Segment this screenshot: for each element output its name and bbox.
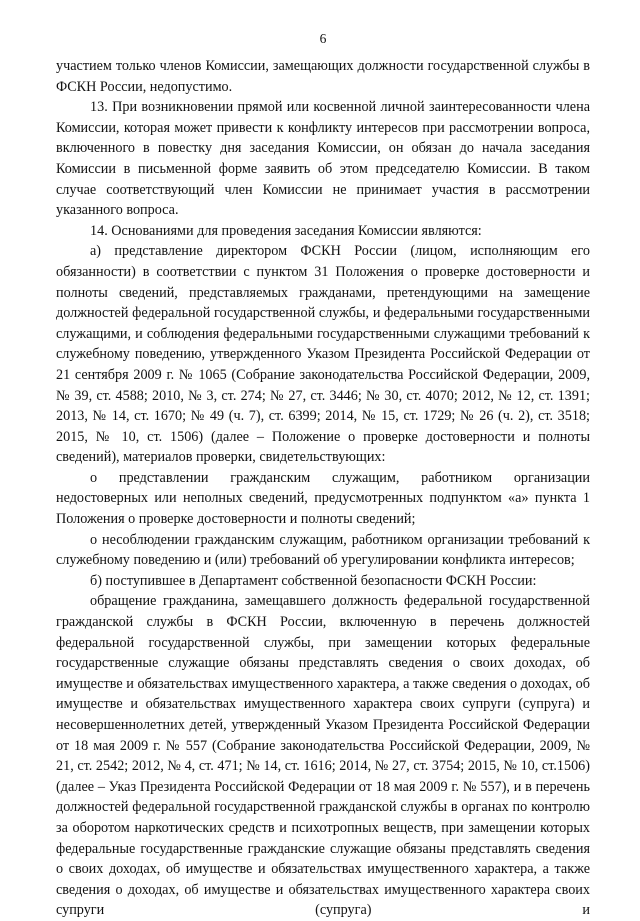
page-number: 6: [319, 31, 327, 46]
paragraph-subitem-b: б) поступившее в Департамент собственной безопасности ФСКН России:: [90, 572, 537, 589]
paragraph-1: участием только членов Комиссии, замещающих должности государственной службы в ФСКН России, недопустимо.: [56, 58, 590, 95]
paragraph-subitem-a-point-1: о представлении гражданским служащим, работником организации недостоверных или неполных сведений, предусмотренных подпунктом «а» пункта 1 Положения о проверке достоверности и полноты сведений;: [56, 469, 590, 528]
paragraph-item-14: 14. Основаниями для проведения заседания Комиссии являются:: [90, 222, 482, 239]
paragraph-subitem-a-point-2: о несоблюдении гражданским служащим, работником организации требований к служебному поведению и (или) требований об урегулировании конфликта интересов;: [56, 531, 590, 569]
paragraph-item-13: 13. При возникновении прямой или косвенной личной заинтересованности члена Комиссии, которая может привести к конфликту интересов при рассмотрении вопроса, включенного в повестку дня заседания Комиссии, он обязан до начала заседания Комиссии в письменной форме заявить об этом председателю Комиссии. В таком случае соответствующий член Комиссии не принимает участия в рассмотрении указанного вопроса.: [56, 99, 590, 219]
paragraph-subitem-b-appeal: обращение гражданина, замещавшего должность федеральной государственной гражданской службы в ФСКН России, включенную в перечень должностей федеральной государственной службы, при замещении которых федеральные государственные служащие обязаны представлять сведения о своих доходах, об имуществе и обязательствах имущественного характера, а также сведения о доходах, об имуществе и обязательствах имущественного характера своих супруги (супруга) и несовершеннолетних детей, утвержденный Указом Президента Российской Федерации от 18 мая 2009 г. № 557 (Собрание законодательства Российской Федерации, 2009, № 21, ст. 2542; 2012, № 4, ст. 471; № 14, ст. 1616; 2014, № 27, ст. 3754; 2015, № 10, ст.1506) (далее – Указ Президента Российской Федерации от 18 мая 2009 г. № 557), и в перечень должностей федеральной государственной гражданской службы в органах по контролю за оборотом наркотических средств и психотропных веществ, при замещении которых федеральные государственные гражданские служащие обязаны представлять сведения о своих доходах, об имуществе и обязательствах имущественного характера, а также сведения о доходах, об имуществе и обязательствах имущественного характера своих супруги (супруга) и: [56, 593, 590, 919]
paragraph-subitem-a: а) представление директором ФСКН России (лицом, исполняющим его обязанности) в соответствии с пунктом 31 Положения о проверке достоверности и полноты сведений, представляемых гражданами, претендующими на замещение должностей федеральной государственной службы, и федеральными государственными служащими, и соблюдения федеральными государственными служащими требований к служебному поведению, утвержденного Указом Президента Российской Федерации от 21 сентября 2009 г. № 1065 (Собрание законодательства Российской Федерации, 2009, № 39, ст. 4588; 2010, № 3, ст. 274; № 27, ст. 3446; № 30, ст. 4070; 2012, № 12, ст. 1391; 2013, № 14, ст. 1670; № 49 (ч. 7), ст. 6399; 2014, № 15, ст. 1729; № 26 (ч. 2), ст. 3518; 2015, № 10, ст. 1506) (далее – Положение о проверке достоверности и полноты сведений), материалов проверки, свидетельствующих:: [56, 243, 590, 466]
